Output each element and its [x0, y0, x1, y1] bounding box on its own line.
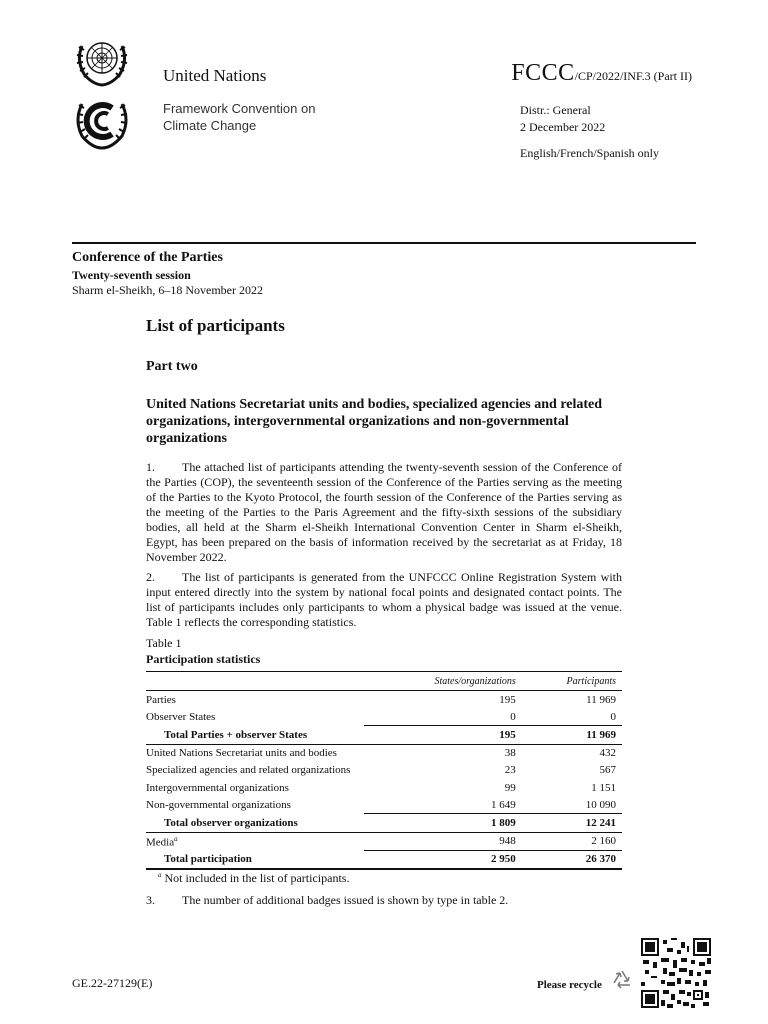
column-header-states: States/organizations — [364, 672, 522, 691]
paragraph-text: The list of participants is generated from the UNFCCC Online Registration System with input entered directly into the system by national focal points and designated contact points. The list of participants includes only participants to whom a physical badge was issued at the venue. Table 1 reflects the corresponding statistics. — [146, 570, 622, 629]
document-subtitle: United Nations Secretariat units and bodies, specialized agencies and related organizations, intergovernmental organizations and non-governmental organizations — [146, 397, 603, 446]
table-label: Table 1 — [146, 636, 182, 650]
row-states: 195 — [499, 693, 516, 706]
table-row — [146, 744, 622, 762]
convention-name — [163, 100, 315, 134]
un-emblem-icon — [72, 30, 132, 90]
row-states: 195 — [364, 726, 522, 744]
table-footnote — [158, 871, 349, 886]
row-label: United Nations Secretariat units and bodies — [146, 747, 337, 760]
languages: English/French/Spanish only — [520, 146, 659, 160]
row-participants: 432 — [599, 747, 616, 760]
footnote-text: Not included in the list of participants. — [161, 871, 350, 885]
table-row-media — [146, 832, 622, 850]
document-part: Part two — [146, 359, 198, 374]
row-label: Parties — [146, 693, 176, 706]
row-states: 23 — [504, 764, 516, 777]
org-name: United Nations — [163, 66, 267, 85]
distribution: Distr.: General — [520, 103, 591, 117]
row-states: 2 950 — [364, 850, 522, 869]
row-participants: 12 241 — [522, 814, 622, 832]
header-rule — [72, 242, 696, 244]
climate-change-logo-icon — [72, 90, 132, 150]
paragraph-text: The number of additional badges issued is shown by type in table 2. — [182, 893, 509, 907]
row-participants: 0 — [610, 710, 616, 723]
qr-code-icon — [641, 938, 711, 1008]
row-label-text: Media — [146, 836, 175, 849]
row-states: 948 — [364, 832, 522, 850]
paragraph-1 — [146, 460, 622, 565]
table-header-row — [146, 672, 622, 691]
row-participants: 26 370 — [522, 850, 622, 869]
symbol-main: FCCC — [511, 60, 575, 86]
paragraph-number: 2. — [146, 570, 155, 584]
document-symbol — [511, 60, 692, 87]
participation-table — [146, 671, 622, 870]
table-row — [146, 691, 622, 709]
row-label: Non-governmental organizations — [146, 798, 291, 811]
distribution-block — [520, 102, 605, 136]
table-title: Participation statistics — [146, 652, 261, 666]
row-participants: 10 090 — [585, 798, 616, 811]
table-row — [146, 762, 622, 779]
convention-line-1: Framework Convention on — [163, 101, 316, 116]
meeting-body: Conference of the Parties — [72, 250, 223, 265]
row-label: Intergovernmental organizations — [146, 781, 289, 794]
row-participants: 567 — [599, 764, 616, 777]
table-row — [146, 779, 622, 796]
footnote-mark: a — [174, 834, 178, 843]
row-states: 1 809 — [364, 814, 522, 832]
recycle-icon — [609, 968, 635, 994]
table-row — [146, 796, 622, 814]
row-label: Specialized agencies and related organizations — [146, 764, 351, 777]
meeting-session: Twenty-seventh session — [72, 268, 191, 282]
job-number: GE.22-27129(E) — [72, 976, 153, 990]
symbol-rest: /CP/2022/INF.3 (Part II) — [574, 69, 692, 83]
row-label: Total participation — [146, 850, 364, 869]
issue-date: 2 December 2022 — [520, 120, 606, 134]
column-header-participants: Participants — [522, 672, 622, 691]
footnote-mark: a — [158, 871, 162, 879]
paragraph-text: The attached list of participants attending the twenty-seventh session of the Conference of the Parties (COP), the seventeenth session of the Conference of the Parties serving as the meeting of the Parties to the Kyoto Protocol, the fourth session of the Conference of the Parties serving as the meeting of the Parties to the Paris Agreement and the fifty-sixth sessions of the subsidiary bodies, all held at the Sharm el-Sheikh International Convention Center in Sharm el-Sheikh, Egypt, has been prepared on the basis of information received by the secretariat as at Friday, 18 November 2022. — [146, 460, 622, 564]
row-label: Observer States — [146, 711, 216, 724]
paragraph-number: 1. — [146, 460, 155, 474]
row-states: 0 — [510, 710, 516, 723]
recycle-text: Please recycle — [537, 979, 602, 991]
row-states: 1 649 — [491, 798, 516, 811]
row-label: Total observer organizations — [146, 814, 364, 832]
row-participants: 11 969 — [522, 726, 622, 744]
row-participants: 1 151 — [591, 781, 616, 794]
paragraph-3 — [146, 893, 622, 908]
row-label: Total Parties + observer States — [146, 726, 364, 744]
row-participants: 11 969 — [586, 693, 616, 706]
row-states: 99 — [504, 781, 516, 794]
table-row — [146, 708, 622, 726]
table-row-total — [146, 850, 622, 869]
meeting-venue: Sharm el-Sheikh, 6–18 November 2022 — [72, 283, 263, 297]
row-participants: 2 160 — [522, 832, 622, 850]
paragraph-number: 3. — [146, 893, 155, 907]
document-title: List of participants — [146, 316, 285, 335]
row-states: 38 — [504, 747, 516, 760]
row-label — [146, 832, 364, 850]
convention-line-2: Climate Change — [163, 118, 257, 133]
table-row-subtotal — [146, 814, 622, 832]
paragraph-2 — [146, 570, 622, 630]
table-row-subtotal — [146, 726, 622, 744]
